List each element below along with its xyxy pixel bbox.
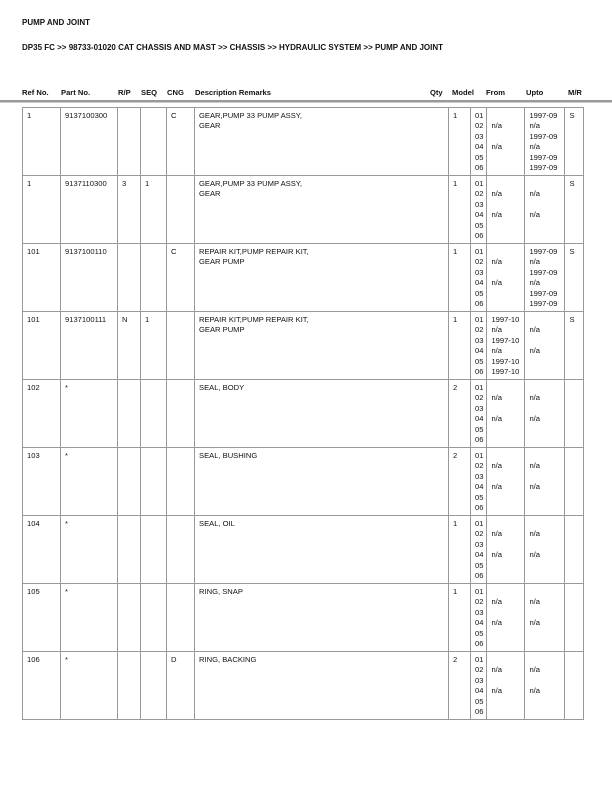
cell-from	[487, 108, 525, 176]
desc-line: SEAL, OIL	[199, 519, 235, 528]
from-line	[491, 472, 521, 482]
cell-model	[471, 176, 487, 244]
cell-rp	[118, 448, 141, 516]
from-line: n/a	[491, 482, 503, 492]
upto-line: n/a	[529, 189, 541, 199]
from-line: n/a	[491, 461, 503, 471]
model-line: 02	[475, 461, 484, 471]
desc-line: GEAR PUMP	[199, 257, 245, 267]
col-ref: Ref No.	[22, 88, 49, 97]
cell-part: *	[61, 448, 118, 516]
model-line: 06	[475, 230, 484, 240]
cell-qty: 1	[449, 584, 471, 652]
upto-line	[529, 519, 561, 529]
desc-line: SEAL, BUSHING	[199, 451, 258, 460]
model-line: 03	[475, 335, 484, 345]
model-line: 06	[475, 366, 484, 376]
from-line	[491, 519, 521, 529]
cell-ref: 1	[23, 176, 61, 244]
cell-ref: 105	[23, 584, 61, 652]
from-line	[491, 561, 521, 571]
table-row	[23, 380, 584, 448]
cell-mr: S	[565, 244, 584, 312]
from-line	[491, 676, 521, 686]
upto-line	[529, 367, 561, 377]
from-line: n/a	[491, 142, 503, 152]
from-line	[491, 221, 521, 231]
desc-line: REPAIR KIT,PUMP REPAIR KIT,	[199, 247, 309, 256]
cell-ref: 106	[23, 652, 61, 720]
cell-upto	[525, 244, 565, 312]
upto-line: n/a	[529, 257, 541, 267]
cell-from	[487, 584, 525, 652]
upto-line: n/a	[529, 210, 541, 220]
cell-rp	[118, 244, 141, 312]
model-line: 04	[475, 278, 484, 288]
cell-rp	[118, 380, 141, 448]
cell-seq	[141, 652, 167, 720]
cell-seq	[141, 108, 167, 176]
from-line	[491, 451, 521, 461]
cell-part: *	[61, 380, 118, 448]
desc-line: GEAR PUMP	[199, 325, 245, 335]
model-line: 01	[475, 179, 484, 188]
upto-line	[529, 179, 561, 189]
cell-upto	[525, 380, 565, 448]
upto-line	[529, 676, 561, 686]
from-line	[491, 179, 521, 189]
upto-line: n/a	[529, 393, 541, 403]
upto-line	[529, 707, 561, 717]
upto-line: n/a	[529, 597, 541, 607]
upto-line	[529, 315, 561, 325]
upto-line	[529, 561, 561, 571]
from-line	[491, 153, 521, 163]
model-line: 03	[475, 675, 484, 685]
cell-ref: 104	[23, 516, 61, 584]
cell-from	[487, 380, 525, 448]
cell-upto	[525, 652, 565, 720]
model-line: 01	[475, 383, 484, 392]
model-line: 04	[475, 550, 484, 560]
upto-line: n/a	[529, 325, 541, 335]
cell-upto	[525, 108, 565, 176]
model-line: 05	[475, 356, 484, 366]
col-upto: Upto	[526, 88, 544, 97]
model-line: 01	[475, 587, 484, 596]
model-line: 05	[475, 288, 484, 298]
col-qty: Qty	[430, 88, 443, 97]
cell-part: *	[61, 652, 118, 720]
upto-line: n/a	[529, 529, 541, 539]
cell-cng	[167, 176, 195, 244]
upto-line	[529, 200, 561, 210]
upto-line: n/a	[529, 346, 541, 356]
table-header	[22, 88, 592, 98]
cell-upto	[525, 176, 565, 244]
upto-line: n/a	[529, 618, 541, 628]
col-mr: M/R	[568, 88, 582, 97]
upto-line: n/a	[529, 665, 541, 675]
model-line: 06	[475, 434, 484, 444]
upto-line: 1997-09	[529, 267, 558, 277]
cell-from	[487, 448, 525, 516]
model-line: 04	[475, 142, 484, 152]
desc-line: RING, SNAP	[199, 587, 243, 596]
desc-line: GEAR	[199, 121, 221, 131]
cell-rp: 3	[118, 176, 141, 244]
model-line: 05	[475, 220, 484, 230]
cell-mr	[565, 448, 584, 516]
from-line	[491, 697, 521, 707]
cell-upto	[525, 448, 565, 516]
cell-qty: 1	[449, 244, 471, 312]
breadcrumb: DP35 FC >> 98733-01020 CAT CHASSIS AND MAST >> CHASSIS >> HYDRAULIC SYSTEM >> PUMP AND JOINT	[22, 43, 444, 52]
from-line: n/a	[491, 529, 503, 539]
cell-rp	[118, 584, 141, 652]
cell-mr	[565, 652, 584, 720]
col-from: From	[486, 88, 505, 97]
upto-line	[529, 697, 561, 707]
cell-cng	[167, 516, 195, 584]
model-line: 06	[475, 638, 484, 648]
table-row	[23, 244, 584, 312]
from-line: n/a	[491, 325, 503, 335]
cell-rp	[118, 652, 141, 720]
upto-line	[529, 655, 561, 665]
from-line: n/a	[491, 257, 503, 267]
cell-cng: D	[167, 652, 195, 720]
from-line	[491, 493, 521, 503]
model-line: 01	[475, 247, 484, 256]
desc-line: RING, BACKING	[199, 655, 257, 664]
model-line: 03	[475, 403, 484, 413]
cell-rp: N	[118, 312, 141, 380]
model-line: 01	[475, 655, 484, 664]
cell-rp	[118, 108, 141, 176]
cell-ref: 101	[23, 312, 61, 380]
from-line	[491, 289, 521, 299]
model-line: 03	[475, 471, 484, 481]
model-line: 06	[475, 706, 484, 716]
upto-line: n/a	[529, 461, 541, 471]
desc-line: GEAR,PUMP 33 PUMP ASSY,	[199, 111, 302, 120]
model-line: 06	[475, 570, 484, 580]
col-rp: R/P	[118, 88, 131, 97]
cell-mr: S	[565, 176, 584, 244]
model-line: 04	[475, 210, 484, 220]
cell-mr	[565, 380, 584, 448]
upto-line	[529, 404, 561, 414]
model-line: 02	[475, 325, 484, 335]
cell-desc	[195, 176, 449, 244]
cell-model	[471, 652, 487, 720]
upto-line: n/a	[529, 414, 541, 424]
upto-line: n/a	[529, 550, 541, 560]
cell-desc	[195, 584, 449, 652]
model-line: 06	[475, 298, 484, 308]
upto-line	[529, 383, 561, 393]
from-line	[491, 503, 521, 513]
upto-line	[529, 472, 561, 482]
cell-mr	[565, 516, 584, 584]
parts-table	[22, 107, 584, 720]
from-line	[491, 383, 521, 393]
cell-upto	[525, 516, 565, 584]
cell-model	[471, 516, 487, 584]
table-row	[23, 516, 584, 584]
upto-line: n/a	[529, 686, 541, 696]
model-line: 05	[475, 696, 484, 706]
from-line: n/a	[491, 665, 503, 675]
model-line: 01	[475, 111, 484, 120]
model-line: 02	[475, 257, 484, 267]
upto-line: 1997-09	[529, 288, 558, 298]
cell-ref: 102	[23, 380, 61, 448]
model-line: 03	[475, 539, 484, 549]
upto-line: n/a	[529, 278, 541, 288]
model-line: 01	[475, 451, 484, 460]
upto-line	[529, 608, 561, 618]
model-line: 04	[475, 482, 484, 492]
model-line: 01	[475, 519, 484, 528]
from-line	[491, 639, 521, 649]
cell-model	[471, 380, 487, 448]
from-line	[491, 608, 521, 618]
cell-mr: S	[565, 312, 584, 380]
from-line: n/a	[491, 393, 503, 403]
cell-part: 9137100111	[61, 312, 118, 380]
cell-upto	[525, 312, 565, 380]
col-desc: Description Remarks	[195, 88, 271, 97]
upto-line	[529, 357, 561, 367]
cell-seq	[141, 380, 167, 448]
cell-from	[487, 176, 525, 244]
from-line: n/a	[491, 210, 503, 220]
col-part: Part No.	[61, 88, 91, 97]
upto-line: 1997-09	[529, 152, 558, 162]
col-cng: CNG	[167, 88, 184, 97]
cell-desc	[195, 652, 449, 720]
cell-mr: S	[565, 108, 584, 176]
from-line	[491, 200, 521, 210]
cell-seq	[141, 516, 167, 584]
from-line: 1997-10	[491, 356, 520, 366]
model-line: 03	[475, 607, 484, 617]
cell-seq	[141, 584, 167, 652]
upto-line: 1997-09	[529, 111, 558, 120]
from-line: 1997-10	[491, 315, 520, 324]
upto-line: 1997-09	[529, 162, 558, 172]
cell-cng: C	[167, 244, 195, 312]
table-row	[23, 652, 584, 720]
cell-cng: C	[167, 108, 195, 176]
model-line: 05	[475, 424, 484, 434]
cell-rp	[118, 516, 141, 584]
cell-qty: 2	[449, 448, 471, 516]
page-title: PUMP AND JOINT	[22, 18, 91, 27]
col-model: Model	[452, 88, 474, 97]
upto-line	[529, 425, 561, 435]
model-line: 03	[475, 131, 484, 141]
model-line: 02	[475, 393, 484, 403]
from-line: n/a	[491, 550, 503, 560]
from-line: n/a	[491, 278, 503, 288]
from-line	[491, 707, 521, 717]
model-line: 04	[475, 618, 484, 628]
cell-cng	[167, 584, 195, 652]
upto-line	[529, 451, 561, 461]
desc-line: SEAL, BODY	[199, 383, 245, 392]
upto-line	[529, 336, 561, 346]
cell-seq	[141, 244, 167, 312]
upto-line	[529, 629, 561, 639]
from-line: n/a	[491, 121, 503, 131]
cell-seq	[141, 448, 167, 516]
cell-desc	[195, 380, 449, 448]
desc-line: REPAIR KIT,PUMP REPAIR KIT,	[199, 315, 309, 324]
cell-cng	[167, 312, 195, 380]
upto-line: 1997-09	[529, 131, 558, 141]
cell-desc	[195, 312, 449, 380]
from-line	[491, 299, 521, 309]
upto-line	[529, 587, 561, 597]
cell-desc	[195, 516, 449, 584]
desc-line: GEAR,PUMP 33 PUMP ASSY,	[199, 179, 302, 188]
from-line	[491, 231, 521, 241]
model-line: 02	[475, 189, 484, 199]
from-line	[491, 655, 521, 665]
from-line	[491, 163, 521, 173]
table-row	[23, 312, 584, 380]
header-divider	[0, 100, 612, 103]
cell-cng	[167, 448, 195, 516]
upto-line	[529, 435, 561, 445]
table-row	[23, 448, 584, 516]
cell-model	[471, 448, 487, 516]
from-line	[491, 629, 521, 639]
upto-line: n/a	[529, 121, 541, 131]
cell-cng	[167, 380, 195, 448]
cell-seq: 1	[141, 176, 167, 244]
model-line: 01	[475, 315, 484, 324]
model-line: 02	[475, 121, 484, 131]
col-seq: SEQ	[141, 88, 158, 97]
model-line: 04	[475, 414, 484, 424]
model-line: 04	[475, 346, 484, 356]
upto-line	[529, 639, 561, 649]
upto-line: n/a	[529, 142, 541, 152]
model-line: 05	[475, 492, 484, 502]
cell-qty: 2	[449, 380, 471, 448]
from-line: n/a	[491, 597, 503, 607]
cell-part: *	[61, 584, 118, 652]
cell-model	[471, 584, 487, 652]
from-line	[491, 540, 521, 550]
model-line: 02	[475, 529, 484, 539]
model-line: 03	[475, 267, 484, 277]
cell-desc	[195, 244, 449, 312]
model-line: 04	[475, 686, 484, 696]
cell-qty: 1	[449, 312, 471, 380]
model-line: 03	[475, 199, 484, 209]
from-line: 1997-10	[491, 335, 520, 345]
cell-upto	[525, 584, 565, 652]
upto-line: n/a	[529, 482, 541, 492]
cell-from	[487, 652, 525, 720]
from-line: 1997-10	[491, 366, 520, 376]
upto-line	[529, 221, 561, 231]
from-line	[491, 425, 521, 435]
cell-qty: 1	[449, 176, 471, 244]
cell-ref: 103	[23, 448, 61, 516]
cell-from	[487, 312, 525, 380]
upto-line	[529, 540, 561, 550]
cell-ref: 1	[23, 108, 61, 176]
upto-line	[529, 493, 561, 503]
cell-qty: 1	[449, 516, 471, 584]
table-row	[23, 108, 584, 176]
cell-part: *	[61, 516, 118, 584]
cell-from	[487, 516, 525, 584]
from-line	[491, 404, 521, 414]
cell-desc	[195, 108, 449, 176]
cell-seq: 1	[141, 312, 167, 380]
cell-part: 9137100300	[61, 108, 118, 176]
from-line	[491, 571, 521, 581]
model-line: 02	[475, 597, 484, 607]
desc-line: GEAR	[199, 189, 221, 199]
cell-from	[487, 244, 525, 312]
cell-qty: 1	[449, 108, 471, 176]
from-line	[491, 587, 521, 597]
cell-mr	[565, 584, 584, 652]
model-line: 05	[475, 152, 484, 162]
from-line: n/a	[491, 346, 503, 356]
from-line: n/a	[491, 686, 503, 696]
model-line: 05	[475, 628, 484, 638]
table-row	[23, 584, 584, 652]
cell-ref: 101	[23, 244, 61, 312]
upto-line: 1997-09	[529, 247, 558, 256]
from-line	[491, 132, 521, 142]
cell-part: 9137100110	[61, 244, 118, 312]
upto-line	[529, 571, 561, 581]
from-line	[491, 435, 521, 445]
table-row	[23, 176, 584, 244]
cell-qty: 2	[449, 652, 471, 720]
from-line	[491, 247, 521, 257]
cell-model	[471, 108, 487, 176]
cell-part: 9137110300	[61, 176, 118, 244]
from-line: n/a	[491, 414, 503, 424]
model-line: 02	[475, 665, 484, 675]
upto-line	[529, 231, 561, 241]
cell-model	[471, 312, 487, 380]
from-line: n/a	[491, 618, 503, 628]
upto-line	[529, 503, 561, 513]
cell-model	[471, 244, 487, 312]
model-line: 06	[475, 502, 484, 512]
upto-line: 1997-09	[529, 298, 558, 308]
from-line	[491, 111, 521, 121]
from-line	[491, 268, 521, 278]
model-line: 05	[475, 560, 484, 570]
model-line: 06	[475, 162, 484, 172]
from-line: n/a	[491, 189, 503, 199]
cell-desc	[195, 448, 449, 516]
